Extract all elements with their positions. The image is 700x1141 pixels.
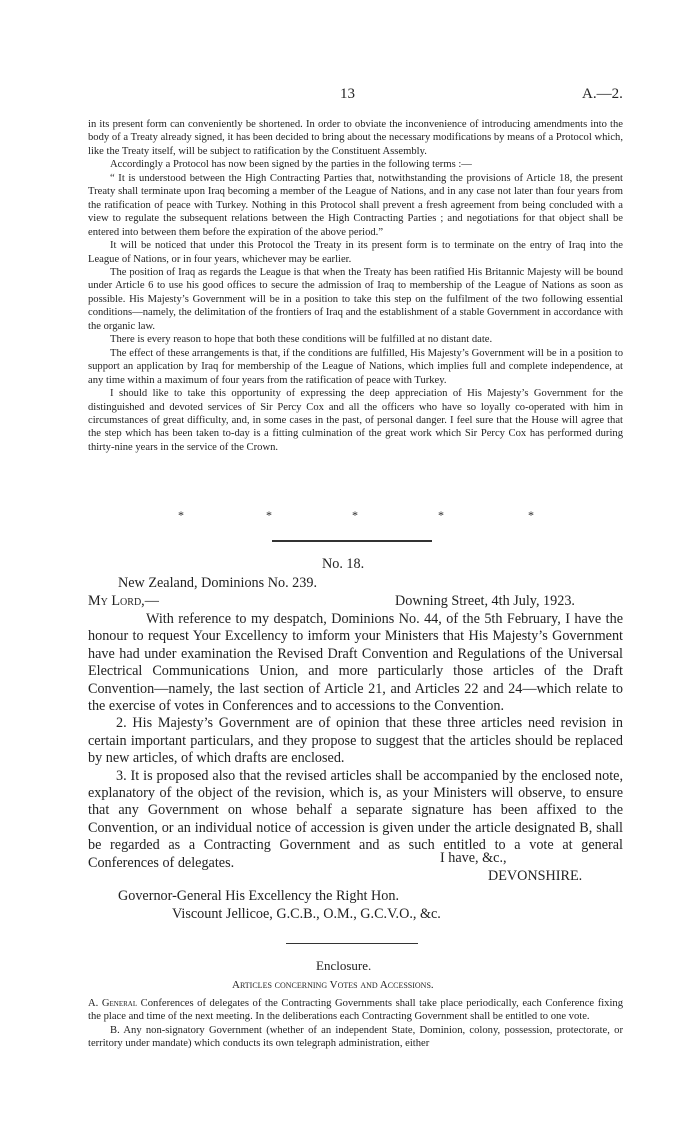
paragraph: Accordingly a Protocol has now been signed by the parties in the following terms :— — [110, 159, 472, 171]
signature: DEVONSHIRE. — [488, 868, 583, 884]
despatch-number: No. 18. — [322, 556, 365, 572]
despatch-body — [88, 611, 623, 872]
asterisk: * — [178, 508, 184, 522]
place-date: Downing Street, 4th July, 1923. — [395, 593, 575, 609]
asterisk: * — [266, 508, 272, 522]
article-a-text: Conferences of delegates of the Contracting Governments shall take place periodically, each Conference fixing the place and time of the next meeting. In the deliberations each Contracting Government shall be entitled to one vote. — [88, 998, 623, 1023]
addressee-line-2: Viscount Jellicoe, G.C.B., O.M., G.C.V.O., &c. — [172, 906, 441, 922]
article-a-lead: A. General — [88, 998, 138, 1009]
article-a — [88, 997, 623, 1024]
enclosure-body — [88, 997, 623, 1051]
asterisk: * — [352, 508, 358, 522]
section-divider — [272, 540, 432, 542]
paragraph: 3. It is proposed also that the revised articles shall be accompanied by the enclosed note, explanatory of the object of the revision, which is, as your Ministers will observe, to ensure that any Government on whose behalf a separate signature has been affixed to the Convention, or an individual notice of accession is given under the article designated B, shall be regarded as a Contracting Government and as such entitled to a vote at general Conferences of delegates. — [88, 767, 623, 871]
document-reference: A.—2. — [582, 86, 623, 102]
paragraph: in its present form can conveniently be shortened. In order to obviate the inconvenience of introducing amendments into the body of a Treaty already signed, it has been decided to bring about the necessary modifications by means of a Protocol which, like the Treaty itself, will be subject to ratification by the Constituent Assembly. — [88, 119, 623, 157]
closing: I have, &c., — [440, 850, 507, 866]
despatch-series: New Zealand, Dominions No. 239. — [118, 575, 317, 591]
page-number: 13 — [340, 86, 355, 102]
asterisk: * — [528, 508, 534, 522]
asterisk: * — [438, 508, 444, 522]
paragraph: It will be noticed that under this Protocol the Treaty in its present form is to terminate on the entry of Iraq into the League of Nations, or in four years, whichever may be earlier. — [88, 240, 623, 265]
upper-text-block — [88, 118, 623, 454]
salutation: My Lord,— — [88, 593, 159, 609]
quoted-protocol: “ It is understood between the High Contracting Parties that, notwithstanding the provisions of Article 18, the present Treaty shall terminate upon Iraq becoming a member of the League of Nations, and in any case not later than four years from the ratification of peace with Turkey. Nothing in this Protocol shall prevent a fresh agreement from being concluded with a view to regulate the subsequent relations between the High Contracting Parties ; and negotiations for that object shall be entered into between them before the expiration of the above period.” — [88, 172, 623, 238]
enclosure-divider — [286, 943, 418, 944]
paragraph: With reference to my despatch, Dominions No. 44, of the 5th February, I have the honour to request Your Excellency to imform your Ministers that His Majesty’s Government have had under examination the Revised Draft Convention and Regulations of the Universal Electrical Communications Union, and more particularly those articles of the Draft Convention—namely, the last section of Article 21, and Articles 22 and 24—which relate to the exercise of votes in Conferences and to accessions to the Convention. — [88, 611, 623, 715]
paragraph: 2. His Majesty’s Government are of opinion that these three articles need revision in certain important particulars, and they propose to suggest that the articles should be replaced by new articles, of which drafts are enclosed. — [88, 715, 623, 767]
paragraph: There is every reason to hope that both these conditions will be fulfilled at no distant date. — [110, 334, 493, 346]
article-b: B. Any non-signatory Government (whether of an independent State, Dominion, colony, possession, protectorate, or territory under mandate) which conducts its own telegraph administration, either — [88, 1024, 623, 1050]
paragraph: The position of Iraq as regards the League is that when the Treaty has been ratified His Britannic Majesty will be bound under Article 6 to use his good offices to secure the admission of Iraq to membership of the League of Nations as soon as possible. His Majesty’s Government will be in a position to take this step on the fulfilment of the two following essential conditions—namely, the delimitation of the frontiers of Iraq and the establishment of a stable Government in accordance with the organic law. — [88, 266, 623, 332]
enclosure-subtitle: Articles concerning Votes and Accessions. — [232, 979, 434, 991]
enclosure-title: Enclosure. — [316, 958, 372, 973]
addressee-line-1: Governor-General His Excellency the Right Hon. — [118, 888, 400, 904]
paragraph: The effect of these arrangements is that, if the conditions are fulfilled, His Majesty’s Government will be in a position to support an application by Iraq for membership of the League of Nations, which implies full and complete independence, at any time within a maximum of four years from the ratification of peace with Turkey. — [88, 347, 623, 386]
paragraph: I should like to take this opportunity of expressing the deep appreciation of His Majesty’s Government for the distinguished and devoted services of Sir Percy Cox and all the officers who have so loyally co-operated with him in circumstances of great difficulty, and, in some cases in the past, of personal danger. I feel sure that the House will agree that the step which has been taken to-day is a fitting culmination of the great work which Sir Percy Cox has performed during thirty-nine years in the service of the Crown. — [88, 388, 623, 453]
